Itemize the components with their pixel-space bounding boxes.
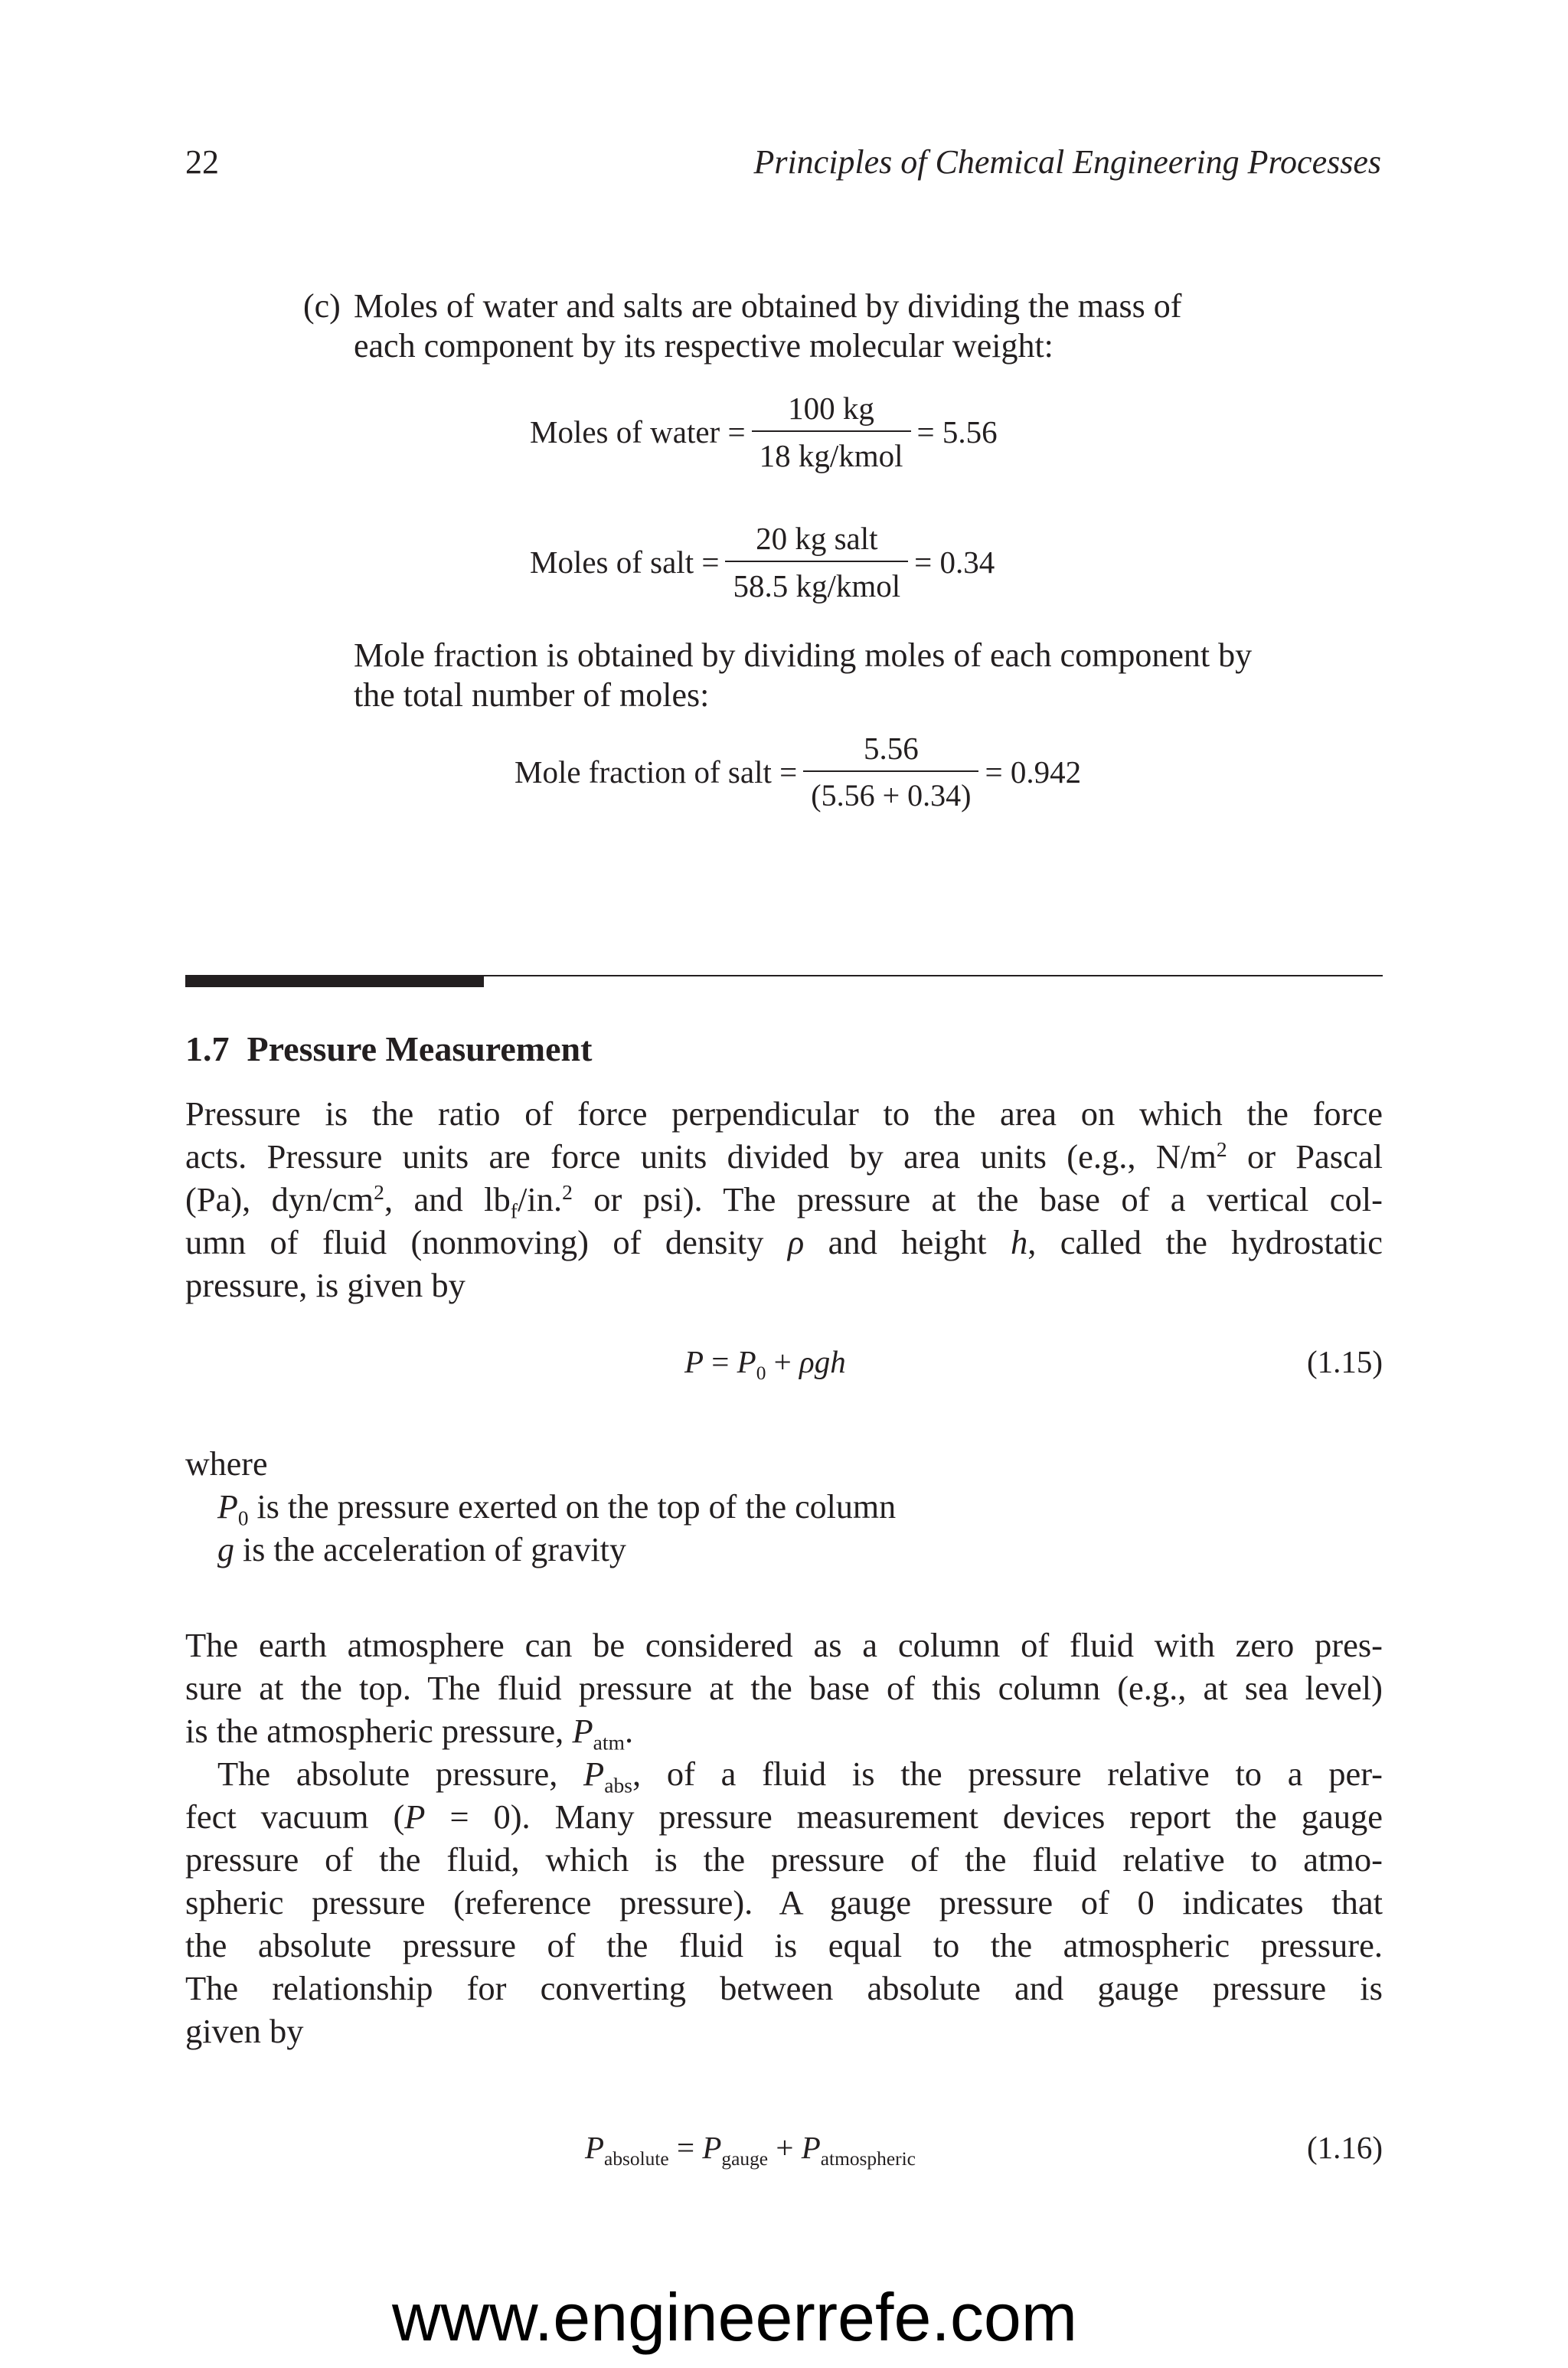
equation-moles-salt xyxy=(530,519,995,605)
running-title: Principles of Chemical Engineering Processes xyxy=(753,143,1381,181)
numerator: 5.56 xyxy=(863,731,919,766)
section-rule-thick xyxy=(185,975,484,987)
equation-lhs: Moles of water = xyxy=(530,414,746,450)
mole-fraction-line-2: the total number of moles: xyxy=(354,676,710,714)
equation-number-1-15: (1.15) xyxy=(1306,1344,1383,1379)
fraction xyxy=(752,389,911,475)
paragraph-pressure-definition xyxy=(185,1092,1383,1307)
fraction xyxy=(803,729,978,815)
equation-1-15: $P = P_0 + \rho gh$ xyxy=(684,1344,846,1384)
equation-mole-fraction xyxy=(514,729,1081,815)
part-c-line-1: Moles of water and salts are obtained by dividing the mass of xyxy=(354,287,1182,325)
equation-1-16: $P_{absolute} = P_{gauge} + P_{atmospheric}$ xyxy=(585,2130,916,2170)
text-line: is the atmospheric pressure, $P_{atm}$. xyxy=(185,1712,634,1755)
text-line: The absolute pressure, $P_{abs}$, of a fluid is the pressure relative to a per- xyxy=(217,1755,1383,1797)
section-number: 1.7 xyxy=(185,1029,230,1068)
text-line: sure at the top. The fluid pressure at the base of this column (e.g., at sea level) xyxy=(185,1669,1383,1707)
where-item-p0: $P_0$ is the pressure exerted on the top of the column xyxy=(217,1488,897,1530)
part-c-line-2: each component by its respective molecular weight: xyxy=(354,327,1054,365)
numerator: 20 kg salt xyxy=(756,521,878,556)
numerator: 100 kg xyxy=(788,391,874,426)
text-line: The earth atmosphere can be considered as a column of fluid with zero pres- xyxy=(185,1626,1383,1664)
text-line: fect vacuum (P = 0). Many pressure measurement devices report the gauge xyxy=(185,1797,1383,1836)
text-line: (Pa), dyn/$cm^2$, and $lb_f/in.^2$ or psi). The pressure at the base of a vertical col- xyxy=(185,1179,1383,1223)
watermark-url: www.engineerrefe.com xyxy=(392,2279,1078,2355)
page-number: 22 xyxy=(185,143,219,181)
equation-rhs: = 0.942 xyxy=(985,754,1082,790)
part-c-label: (c) xyxy=(303,287,341,325)
text-line: umn of fluid (nonmoving) of density ρ and height h, called the hydrostatic xyxy=(185,1223,1383,1261)
text-line: acts. Pressure units are force units divided by area units (e.g., $N/m^2$ or Pascal xyxy=(185,1137,1383,1176)
equation-lhs: Moles of salt = xyxy=(530,545,720,580)
equation-rhs: = 0.34 xyxy=(914,545,995,580)
equation-moles-water xyxy=(530,389,998,475)
text-line: spheric pressure (reference pressure). A gauge pressure of 0 indicates that xyxy=(185,1883,1383,1922)
fraction xyxy=(725,519,908,605)
mole-fraction-line-1: Mole fraction is obtained by dividing moles of each component by xyxy=(354,636,1253,674)
text-line: the absolute pressure of the fluid is equal to the atmospheric pressure. xyxy=(185,1926,1383,1964)
text-line: pressure, is given by xyxy=(185,1266,466,1304)
equation-lhs: Mole fraction of salt = xyxy=(514,754,798,790)
text-line: pressure of the fluid, which is the pressure of the fluid relative to atmo- xyxy=(185,1840,1383,1879)
denominator: 58.5 kg/kmol xyxy=(725,561,908,605)
text-line: given by xyxy=(185,2012,304,2050)
section-rule-thin xyxy=(484,975,1383,976)
paragraph-absolute-gauge xyxy=(185,1752,1383,2052)
section-title: Pressure Measurement xyxy=(247,1029,593,1068)
where-label: where xyxy=(185,1445,268,1483)
equation-number-1-16: (1.16) xyxy=(1306,2130,1383,2165)
where-item-g: g is the acceleration of gravity xyxy=(217,1531,626,1568)
denominator: 18 kg/kmol xyxy=(752,430,911,475)
denominator: (5.56 + 0.34) xyxy=(803,770,978,815)
section-heading xyxy=(185,1028,592,1071)
text-line: The relationship for converting between absolute and gauge pressure is xyxy=(185,1969,1383,2007)
paragraph-atmosphere xyxy=(185,1624,1383,1755)
equation-rhs: = 5.56 xyxy=(916,414,998,450)
text-line: Pressure is the ratio of force perpendicular to the area on which the force xyxy=(185,1094,1383,1133)
